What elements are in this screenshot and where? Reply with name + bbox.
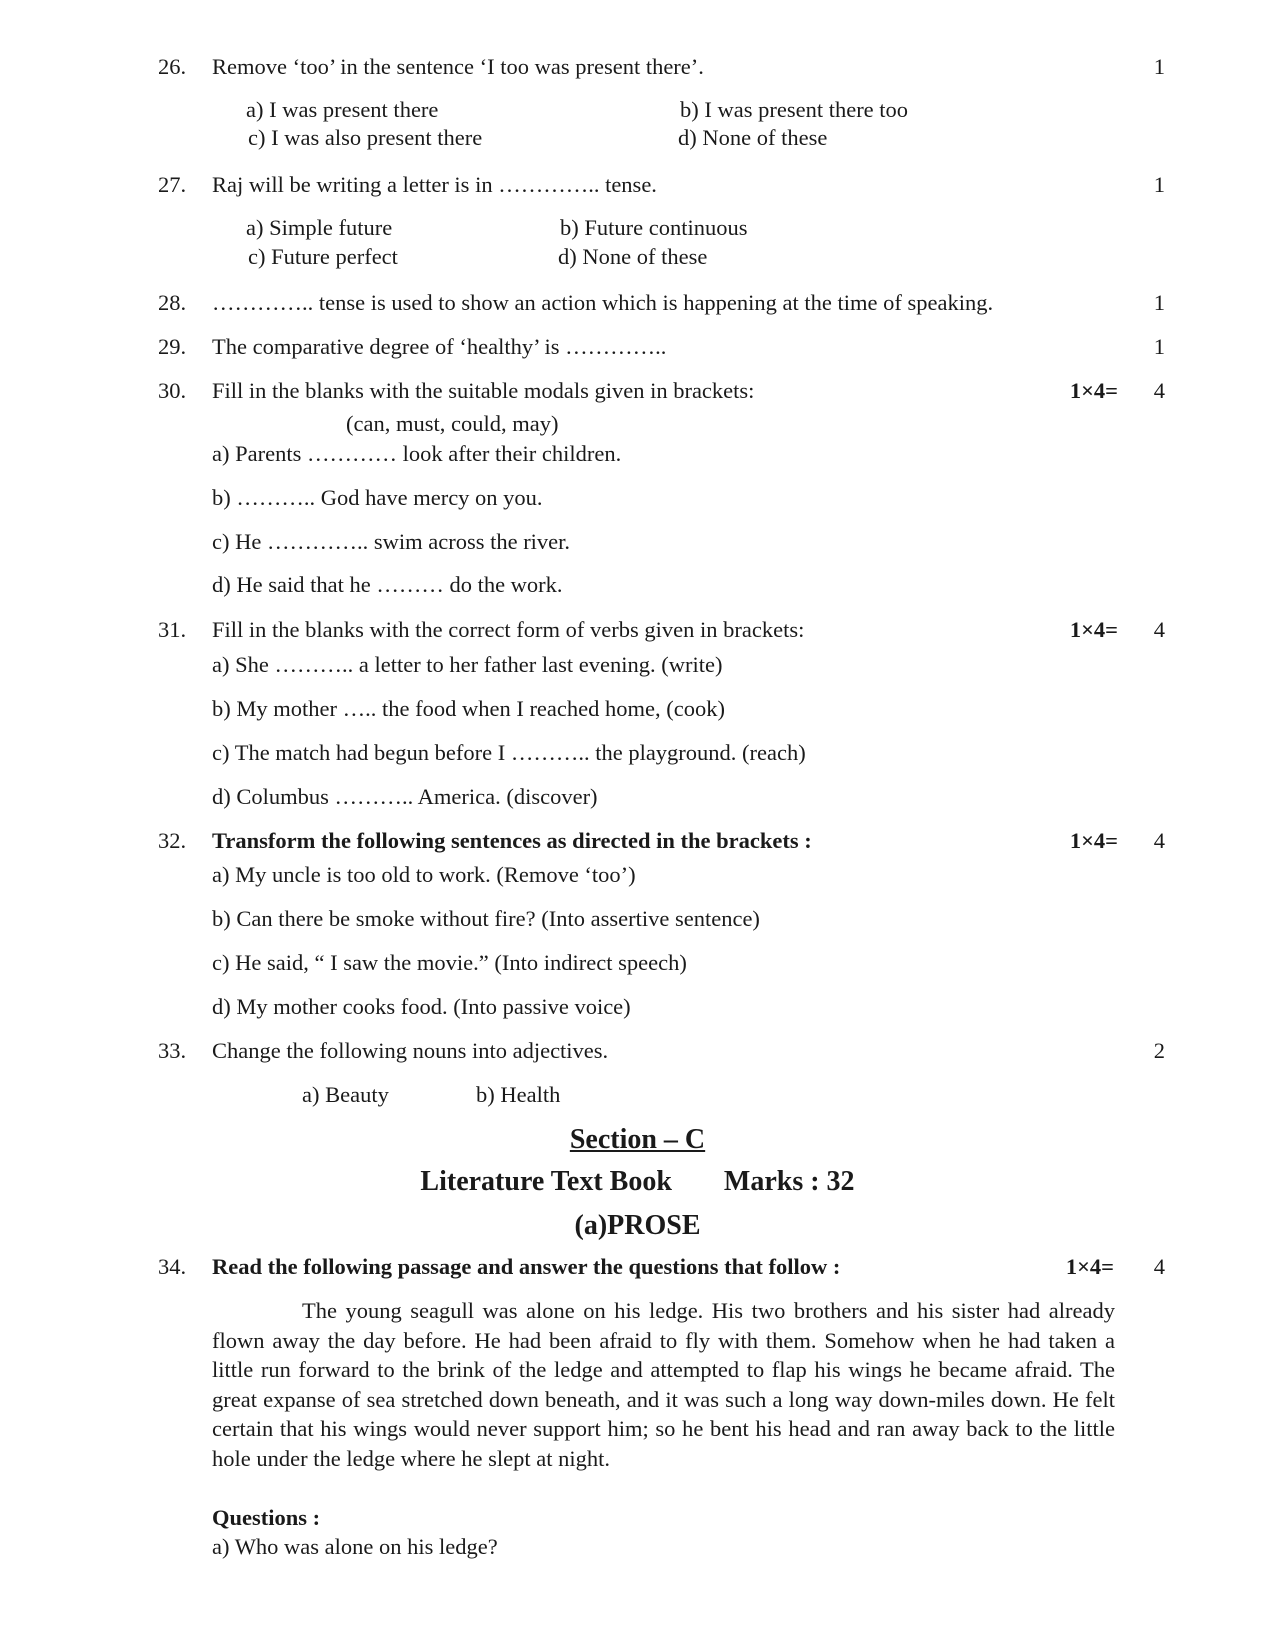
question-number: 30. bbox=[158, 378, 187, 403]
question-number: 31. bbox=[158, 617, 187, 642]
question-number: 27. bbox=[158, 172, 187, 197]
sub-question-c: c) He said, “ I saw the movie.” (Into indirect speech) bbox=[212, 950, 687, 975]
sub-question-b: b) My mother ….. the food when I reached home, (cook) bbox=[212, 696, 725, 721]
question-text: Change the following nouns into adjectives. bbox=[212, 1038, 609, 1063]
option-b: b) Health bbox=[476, 1082, 561, 1107]
sub-question-b: b) Can there be smoke without fire? (Into assertive sentence) bbox=[212, 906, 760, 931]
section-marks: Marks : 32 bbox=[723, 1166, 855, 1197]
option-a: a) Simple future bbox=[246, 215, 393, 240]
marks-multiplier: 1×4= bbox=[1065, 1254, 1114, 1279]
option-d: d) None of these bbox=[678, 125, 828, 150]
option-d: d) None of these bbox=[558, 244, 708, 269]
question-marks: 4 bbox=[1153, 828, 1165, 853]
question-number: 26. bbox=[158, 54, 187, 79]
question-text: The comparative degree of ‘healthy’ is ………….. bbox=[212, 334, 667, 359]
question-marks: 4 bbox=[1153, 617, 1165, 642]
question-text: Read the following passage and answer the questions that follow : bbox=[212, 1254, 841, 1279]
section-title: Section – C bbox=[569, 1124, 706, 1155]
book-title: Literature Text Book bbox=[420, 1166, 672, 1197]
sub-question-c: c) The match had begun before I ……….. the playground. (reach) bbox=[212, 740, 806, 765]
marks-multiplier: 1×4= bbox=[1069, 828, 1118, 853]
question-marks: 1 bbox=[1153, 334, 1165, 359]
question-text: Fill in the blanks with the correct form of verbs given in brackets: bbox=[212, 617, 805, 642]
sub-question-a: a) She ……….. a letter to her father last evening. (write) bbox=[212, 652, 723, 677]
question-number: 29. bbox=[158, 334, 187, 359]
option-b: b) I was present there too bbox=[680, 97, 909, 122]
questions-label: Questions : bbox=[212, 1505, 321, 1530]
question-number: 33. bbox=[158, 1038, 187, 1063]
question-text: Transform the following sentences as directed in the brackets : bbox=[212, 828, 812, 853]
question-text: Remove ‘too’ in the sentence ‘I too was present there’. bbox=[212, 54, 704, 79]
question-marks: 1 bbox=[1153, 54, 1165, 79]
question-text: Raj will be writing a letter is in ………….. tense. bbox=[212, 172, 657, 197]
modal-options: (can, must, could, may) bbox=[346, 411, 559, 436]
sub-question-a: a) Parents ………… look after their children. bbox=[212, 441, 622, 466]
question-text: ………….. tense is used to show an action which is happening at the time of speaking. bbox=[212, 290, 994, 315]
question-number: 32. bbox=[158, 828, 187, 853]
sub-question-d: d) My mother cooks food. (Into passive voice) bbox=[212, 994, 631, 1019]
marks-multiplier: 1×4= bbox=[1069, 378, 1118, 403]
question-number: 34. bbox=[158, 1254, 187, 1279]
option-c: c) Future perfect bbox=[248, 244, 398, 269]
sub-question-d: d) He said that he ……… do the work. bbox=[212, 572, 563, 597]
sub-question-a: a) Who was alone on his ledge? bbox=[212, 1534, 498, 1559]
question-marks: 2 bbox=[1153, 1038, 1165, 1063]
section-part-title: (a)PROSE bbox=[574, 1210, 701, 1241]
passage: The young seagull was alone on his ledge. His two brothers and his sister had already flown away the day before. He had been afraid to fly with them. Somehow when he had taken a little run forward to the brink of the ledge and attempted to flap his wings he became afraid. The great expanse of sea stretched down beneath, and it was such a long way down-miles down. He felt certain that his wings would never support him; so he bent his head and ran away back to the little hole under the ledge where he slept at night. bbox=[212, 1298, 1115, 1471]
marks-multiplier: 1×4= bbox=[1069, 617, 1118, 642]
option-b: b) Future continuous bbox=[560, 215, 748, 240]
question-marks: 1 bbox=[1153, 172, 1165, 197]
option-c: c) I was also present there bbox=[248, 125, 483, 150]
option-a: a) Beauty bbox=[302, 1082, 389, 1107]
question-marks: 4 bbox=[1153, 1254, 1165, 1279]
sub-question-d: d) Columbus ……….. America. (discover) bbox=[212, 784, 598, 809]
sub-question-b: b) ……….. God have mercy on you. bbox=[212, 485, 543, 510]
question-marks: 4 bbox=[1153, 378, 1165, 403]
sub-question-a: a) My uncle is too old to work. (Remove ‘too’) bbox=[212, 862, 636, 887]
question-number: 28. bbox=[158, 290, 187, 315]
option-a: a) I was present there bbox=[246, 97, 439, 122]
question-text: Fill in the blanks with the suitable modals given in brackets: bbox=[212, 378, 755, 403]
sub-question-c: c) He ………….. swim across the river. bbox=[212, 529, 571, 554]
question-marks: 1 bbox=[1153, 290, 1165, 315]
